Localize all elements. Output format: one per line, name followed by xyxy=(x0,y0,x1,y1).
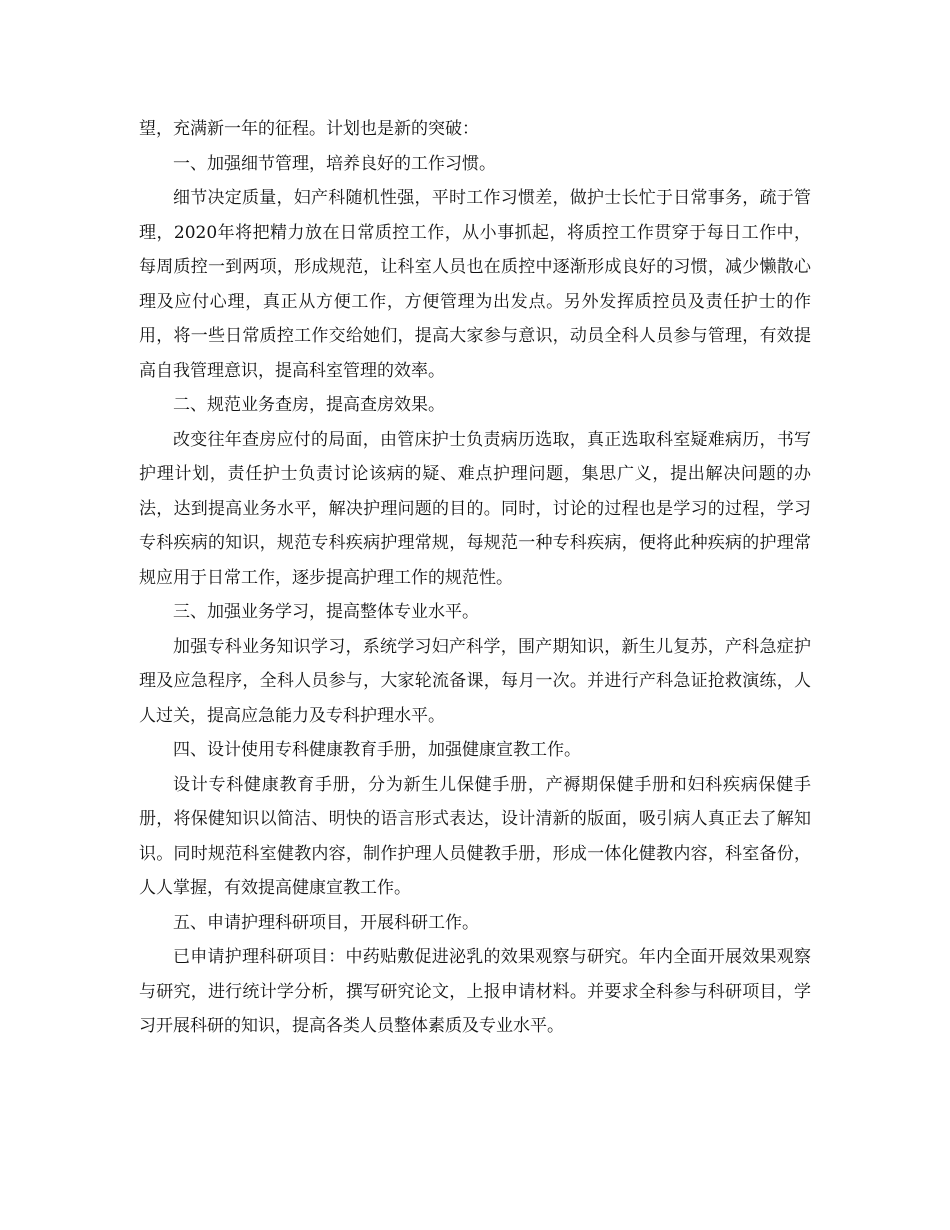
paragraph-detail-management: 细节决定质量，妇产科随机性强，平时工作习惯差，做护士长忙于日常事务，疏于管理，2020年将把精力放在日常质控工作，从小事抓起，将质控工作贯穿于每日工作中，每周质控一到两项，形成规范，让科室人员也在质控中逐渐形成良好的习惯，减少懒散心理及应付心理，真正从方便工作，方便管理为出发点。另外发挥质控员及责任护士的作用，将一些日常质控工作交给她们，提高大家参与意识，动员全科人员参与管理，有效提高自我管理意识，提高科室管理的效率。 xyxy=(139,188,811,381)
section-heading-1: 一、加强细节管理，培养良好的工作习惯。 xyxy=(173,153,496,174)
paragraph-continuation: 望，充满新一年的征程。计划也是新的突破： xyxy=(139,119,479,139)
paragraph-health-education: 设计专科健康教育手册，分为新生儿保健手册，产褥期保健手册和妇科疾病保健手册，将保健知识以简洁、明快的语言形式表达，设计清新的版面，吸引病人真正去了解知识。同时规范科室健教内容，制作护理人员健教手册，形成一体化健教内容，科室备份，人人掌握，有效提高健康宣教工作。 xyxy=(139,774,811,898)
paragraph-ward-rounds: 改变往年查房应付的局面，由管床护士负责病历选取，真正选取科室疑难病历，书写护理计划，责任护士负责讨论该病的疑、难点护理问题，集思广义，提出解决问题的办法，达到提高业务水平，解决护理问题的目的。同时，讨论的过程也是学习的过程，学习专科疾病的知识，规范专科疾病护理常规，每规范一种专科疾病，便将此种疾病的护理常规应用于日常工作，逐步提高护理工作的规范性。 xyxy=(139,429,811,588)
section-heading-2: 二、规范业务查房，提高查房效果。 xyxy=(173,395,445,415)
paragraph-research-project: 已申请护理科研项目：中药贴敷促进泌乳的效果观察与研究。年内全面开展效果观察与研究，进行统计学分析，撰写研究论文，上报申请材料。并要求全科参与科研项目，学习开展科研的知识，提高各类人员整体素质及专业水平。 xyxy=(139,947,811,1036)
paragraph-professional-study: 加强专科业务知识学习，系统学习妇产科学，围产期知识，新生儿复苏，产科急症护理及应急程序，全科人员参与，大家轮流备课，每月一次。并进行产科急证抢救演练，人人过关，提高应急能力及专科护理水平。 xyxy=(139,636,811,726)
section-heading-3: 三、加强业务学习，提高整体专业水平。 xyxy=(173,602,479,622)
document-body xyxy=(139,112,811,1044)
section-heading-5: 五、申请护理科研项目，开展科研工作。 xyxy=(173,912,479,933)
section-heading-4: 四、设计使用专科健康教育手册，加强健康宣教工作。 xyxy=(173,740,581,760)
